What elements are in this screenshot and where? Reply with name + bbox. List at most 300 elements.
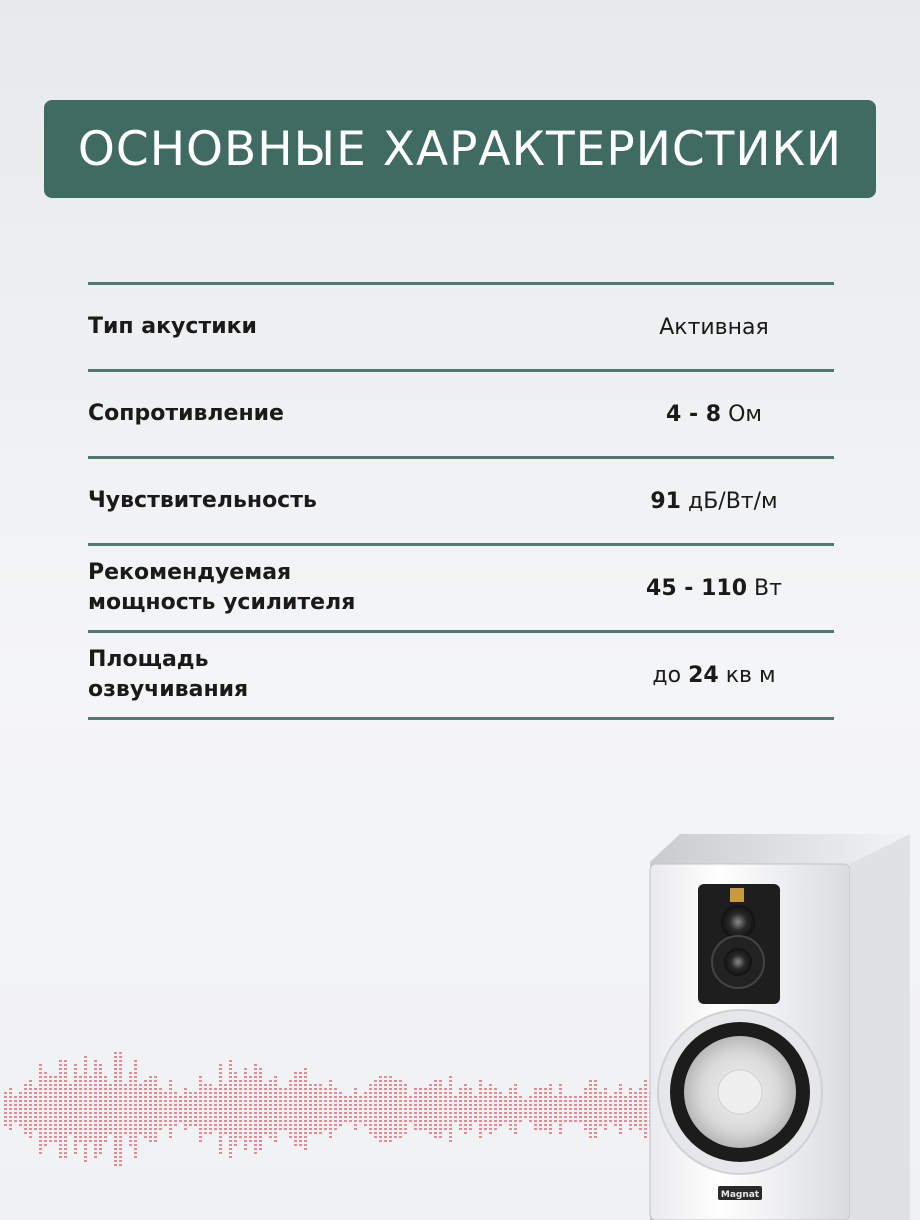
wave-dot: [99, 1108, 102, 1110]
wave-dot: [49, 1096, 52, 1098]
wave-dot: [529, 1104, 532, 1106]
wave-dot: [34, 1100, 37, 1102]
wave-dot: [619, 1084, 622, 1086]
wave-dot: [239, 1136, 242, 1138]
wave-dot: [229, 1060, 232, 1062]
wave-dot: [219, 1080, 222, 1082]
wave-dot: [179, 1120, 182, 1122]
wave-dot: [74, 1132, 77, 1134]
wave-dot: [629, 1104, 632, 1106]
wave-dot: [219, 1104, 222, 1106]
wave-dot: [199, 1104, 202, 1106]
wave-dot: [629, 1096, 632, 1098]
wave-dot: [229, 1076, 232, 1078]
wave-dot: [479, 1112, 482, 1114]
wave-dot: [369, 1084, 372, 1086]
wave-dot: [104, 1116, 107, 1118]
wave-dot: [394, 1120, 397, 1122]
wave-dot: [119, 1088, 122, 1090]
wave-dot: [24, 1088, 27, 1090]
wave-dot: [9, 1100, 12, 1102]
wave-dot: [254, 1152, 257, 1154]
wave-dot: [564, 1120, 567, 1122]
wave-dot: [229, 1112, 232, 1114]
wave-dot: [149, 1092, 152, 1094]
spec-value: [514, 402, 834, 427]
wave-dot: [304, 1112, 307, 1114]
wave-dot: [219, 1136, 222, 1138]
wave-dot: [429, 1132, 432, 1134]
wave-dot: [354, 1104, 357, 1106]
wave-dot: [34, 1088, 37, 1090]
wave-dot: [64, 1128, 67, 1130]
wave-dot: [509, 1092, 512, 1094]
wave-dot: [149, 1096, 152, 1098]
wave-dot: [169, 1084, 172, 1086]
wave-dot: [149, 1080, 152, 1082]
wave-dot: [199, 1116, 202, 1118]
wave-dot: [244, 1068, 247, 1070]
wave-dot: [224, 1100, 227, 1102]
wave-dot: [24, 1100, 27, 1102]
wave-dot: [39, 1092, 42, 1094]
wave-dot: [549, 1112, 552, 1114]
wave-dot: [539, 1128, 542, 1130]
wave-dot: [394, 1096, 397, 1098]
wave-dot: [179, 1116, 182, 1118]
wave-dot: [154, 1112, 157, 1114]
wave-dot: [299, 1116, 302, 1118]
wave-dot: [154, 1132, 157, 1134]
wave-dot: [284, 1120, 287, 1122]
wave-dot: [384, 1076, 387, 1078]
wave-dot: [439, 1096, 442, 1098]
wave-dot: [594, 1116, 597, 1118]
wave-dot: [389, 1088, 392, 1090]
wave-dot: [29, 1084, 32, 1086]
wave-dot: [54, 1132, 57, 1134]
wave-dot: [234, 1132, 237, 1134]
wave-dot: [569, 1116, 572, 1118]
wave-dot: [449, 1084, 452, 1086]
wave-dot: [489, 1124, 492, 1126]
wave-dot: [64, 1116, 67, 1118]
wave-dot: [529, 1108, 532, 1110]
wave-dot: [304, 1120, 307, 1122]
wave-dot: [294, 1132, 297, 1134]
wave-dot: [99, 1132, 102, 1134]
wave-dot: [249, 1076, 252, 1078]
wave-dot: [289, 1116, 292, 1118]
wave-dot: [244, 1136, 247, 1138]
wave-dot: [119, 1132, 122, 1134]
spec-table: [88, 282, 834, 720]
wave-dot: [269, 1120, 272, 1122]
wave-dot: [384, 1084, 387, 1086]
wave-dot: [9, 1092, 12, 1094]
wave-dot: [209, 1112, 212, 1114]
wave-dot: [489, 1120, 492, 1122]
wave-dot: [264, 1120, 267, 1122]
wave-dot: [404, 1108, 407, 1110]
wave-dot: [514, 1084, 517, 1086]
wave-dot: [419, 1104, 422, 1106]
wave-dot: [254, 1076, 257, 1078]
wave-dot: [144, 1096, 147, 1098]
wave-dot: [79, 1080, 82, 1082]
wave-dot: [234, 1124, 237, 1126]
wave-dot: [394, 1104, 397, 1106]
wave-dot: [444, 1128, 447, 1130]
wave-dot: [604, 1108, 607, 1110]
wave-dot: [309, 1108, 312, 1110]
wave-dot: [464, 1128, 467, 1130]
wave-dot: [509, 1116, 512, 1118]
wave-dot: [619, 1128, 622, 1130]
wave-dot: [484, 1128, 487, 1130]
wave-dot: [464, 1104, 467, 1106]
wave-dot: [309, 1132, 312, 1134]
wave-dot: [64, 1112, 67, 1114]
wave-dot: [634, 1104, 637, 1106]
wave-dot: [629, 1120, 632, 1122]
wave-dot: [104, 1128, 107, 1130]
wave-dot: [39, 1100, 42, 1102]
wave-dot: [294, 1112, 297, 1114]
wave-dot: [414, 1108, 417, 1110]
wave-dot: [294, 1084, 297, 1086]
wave-dot: [139, 1108, 142, 1110]
wave-dot: [44, 1088, 47, 1090]
wave-dot: [449, 1080, 452, 1082]
wave-dot: [304, 1128, 307, 1130]
spec-row-impedance: [88, 372, 834, 456]
wave-dot: [134, 1088, 137, 1090]
wave-dot: [219, 1152, 222, 1154]
wave-dot: [274, 1124, 277, 1126]
wave-dot: [254, 1112, 257, 1114]
wave-dot: [154, 1136, 157, 1138]
wave-dot: [444, 1088, 447, 1090]
wave-dot: [104, 1080, 107, 1082]
wave-dot: [224, 1120, 227, 1122]
wave-dot: [234, 1096, 237, 1098]
wave-dot: [324, 1116, 327, 1118]
wave-dot: [449, 1112, 452, 1114]
wave-dot: [484, 1100, 487, 1102]
wave-dot: [74, 1064, 77, 1066]
wave-dot: [129, 1072, 132, 1074]
wave-dot: [149, 1124, 152, 1126]
wave-dot: [384, 1132, 387, 1134]
wave-dot: [614, 1120, 617, 1122]
wave-dot: [189, 1100, 192, 1102]
wave-dot: [344, 1104, 347, 1106]
wave-dot: [354, 1088, 357, 1090]
wave-dot: [54, 1100, 57, 1102]
wave-dot: [619, 1120, 622, 1122]
wave-dot: [229, 1064, 232, 1066]
wave-dot: [394, 1080, 397, 1082]
wave-dot: [79, 1096, 82, 1098]
wave-dot: [599, 1120, 602, 1122]
wave-dot: [539, 1116, 542, 1118]
wave-dot: [169, 1088, 172, 1090]
wave-dot: [94, 1088, 97, 1090]
wave-dot: [109, 1096, 112, 1098]
wave-dot: [134, 1092, 137, 1094]
wave-dot: [464, 1088, 467, 1090]
wave-dot: [619, 1092, 622, 1094]
wave-dot: [49, 1100, 52, 1102]
wave-dot: [304, 1096, 307, 1098]
wave-dot: [464, 1132, 467, 1134]
wave-dot: [114, 1068, 117, 1070]
wave-dot: [79, 1076, 82, 1078]
wave-dot: [89, 1112, 92, 1114]
wave-dot: [599, 1096, 602, 1098]
wave-dot: [49, 1140, 52, 1142]
wave-dot: [379, 1112, 382, 1114]
wave-dot: [299, 1080, 302, 1082]
wave-dot: [94, 1060, 97, 1062]
wave-dot: [219, 1108, 222, 1110]
wave-dot: [59, 1060, 62, 1062]
wave-dot: [289, 1136, 292, 1138]
wave-dot: [489, 1116, 492, 1118]
wave-dot: [309, 1084, 312, 1086]
wave-dot: [109, 1124, 112, 1126]
wave-dot: [514, 1100, 517, 1102]
spec-label: Сопротивление: [88, 401, 284, 426]
wave-dot: [554, 1104, 557, 1106]
wave-dot: [419, 1108, 422, 1110]
wave-dot: [99, 1064, 102, 1066]
wave-dot: [394, 1128, 397, 1130]
wave-dot: [69, 1116, 72, 1118]
wave-dot: [494, 1112, 497, 1114]
wave-dot: [89, 1128, 92, 1130]
wave-dot: [349, 1112, 352, 1114]
wave-dot: [379, 1076, 382, 1078]
wave-dot: [449, 1076, 452, 1078]
wave-dot: [89, 1124, 92, 1126]
wave-dot: [154, 1140, 157, 1142]
wave-dot: [534, 1088, 537, 1090]
wave-dot: [94, 1148, 97, 1150]
wave-dot: [574, 1108, 577, 1110]
wave-dot: [524, 1108, 527, 1110]
wave-dot: [244, 1132, 247, 1134]
wave-dot: [259, 1104, 262, 1106]
wave-dot: [159, 1108, 162, 1110]
wave-dot: [429, 1088, 432, 1090]
wave-dot: [79, 1112, 82, 1114]
wave-dot: [259, 1092, 262, 1094]
wave-dot: [484, 1112, 487, 1114]
wave-dot: [469, 1116, 472, 1118]
wave-dot: [609, 1108, 612, 1110]
wave-dot: [119, 1076, 122, 1078]
wave-dot: [109, 1104, 112, 1106]
wave-dot: [469, 1108, 472, 1110]
wave-dot: [49, 1084, 52, 1086]
wave-dot: [359, 1100, 362, 1102]
wave-dot: [4, 1096, 7, 1098]
wave-dot: [329, 1088, 332, 1090]
wave-dot: [579, 1096, 582, 1098]
wave-dot: [594, 1104, 597, 1106]
wave-dot: [294, 1124, 297, 1126]
wave-dot: [119, 1112, 122, 1114]
wave-dot: [144, 1136, 147, 1138]
wave-dot: [64, 1140, 67, 1142]
wave-dot: [29, 1100, 32, 1102]
wave-dot: [229, 1100, 232, 1102]
wave-dot: [269, 1136, 272, 1138]
wave-dot: [549, 1104, 552, 1106]
wave-dot: [79, 1124, 82, 1126]
wave-dot: [119, 1160, 122, 1162]
wave-dot: [84, 1096, 87, 1098]
wave-dot: [204, 1116, 207, 1118]
wave-dot: [214, 1088, 217, 1090]
wave-dot: [259, 1068, 262, 1070]
wave-dot: [99, 1084, 102, 1086]
wave-dot: [244, 1100, 247, 1102]
wave-dot: [394, 1088, 397, 1090]
wave-dot: [29, 1128, 32, 1130]
wave-dot: [514, 1108, 517, 1110]
wave-dot: [59, 1116, 62, 1118]
wave-dot: [329, 1112, 332, 1114]
wave-dot: [554, 1100, 557, 1102]
wave-dot: [614, 1116, 617, 1118]
wave-dot: [29, 1088, 32, 1090]
wave-dot: [64, 1096, 67, 1098]
wave-dot: [359, 1104, 362, 1106]
wave-dot: [224, 1096, 227, 1098]
wave-dot: [204, 1112, 207, 1114]
wave-dot: [319, 1124, 322, 1126]
wave-dot: [624, 1108, 627, 1110]
wave-dot: [64, 1064, 67, 1066]
wave-dot: [394, 1136, 397, 1138]
wave-dot: [334, 1128, 337, 1130]
wave-dot: [269, 1128, 272, 1130]
wave-dot: [239, 1108, 242, 1110]
wave-dot: [399, 1092, 402, 1094]
wave-dot: [259, 1088, 262, 1090]
wave-dot: [209, 1092, 212, 1094]
wave-dot: [399, 1084, 402, 1086]
wave-dot: [39, 1108, 42, 1110]
wave-dot: [579, 1120, 582, 1122]
wave-dot: [394, 1092, 397, 1094]
wave-dot: [499, 1100, 502, 1102]
wave-dot: [584, 1116, 587, 1118]
wave-dot: [604, 1096, 607, 1098]
wave-dot: [169, 1108, 172, 1110]
wave-dot: [114, 1052, 117, 1054]
wave-dot: [359, 1096, 362, 1098]
wave-dot: [569, 1120, 572, 1122]
wave-dot: [589, 1092, 592, 1094]
wave-dot: [374, 1128, 377, 1130]
wave-dot: [524, 1116, 527, 1118]
wave-dot: [79, 1136, 82, 1138]
wave-dot: [229, 1096, 232, 1098]
wave-dot: [529, 1120, 532, 1122]
wave-dot: [489, 1092, 492, 1094]
wave-dot: [479, 1120, 482, 1122]
wave-dot: [184, 1100, 187, 1102]
wave-dot: [94, 1144, 97, 1146]
wave-dot: [64, 1076, 67, 1078]
wave-dot: [64, 1136, 67, 1138]
wave-dot: [114, 1104, 117, 1106]
wave-dot: [404, 1128, 407, 1130]
wave-dot: [589, 1084, 592, 1086]
wave-dot: [524, 1104, 527, 1106]
wave-dot: [334, 1108, 337, 1110]
wave-dot: [354, 1116, 357, 1118]
wave-dot: [64, 1108, 67, 1110]
wave-dot: [384, 1128, 387, 1130]
wave-dot: [279, 1124, 282, 1126]
wave-dot: [429, 1116, 432, 1118]
wave-dot: [459, 1100, 462, 1102]
wave-dot: [139, 1104, 142, 1106]
wave-dot: [84, 1056, 87, 1058]
wave-dot: [399, 1132, 402, 1134]
wave-dot: [274, 1108, 277, 1110]
wave-dot: [209, 1124, 212, 1126]
wave-dot: [9, 1104, 12, 1106]
wave-dot: [354, 1092, 357, 1094]
wave-dot: [44, 1124, 47, 1126]
wave-dot: [114, 1088, 117, 1090]
wave-dot: [84, 1104, 87, 1106]
wave-dot: [539, 1092, 542, 1094]
wave-dot: [589, 1096, 592, 1098]
wave-dot: [149, 1084, 152, 1086]
wave-dot: [304, 1104, 307, 1106]
wave-dot: [244, 1112, 247, 1114]
wave-dot: [439, 1128, 442, 1130]
wave-dot: [219, 1128, 222, 1130]
wave-dot: [234, 1144, 237, 1146]
wave-dot: [219, 1072, 222, 1074]
wave-dot: [514, 1112, 517, 1114]
wave-dot: [49, 1080, 52, 1082]
spec-value-number: 45 - 110: [646, 575, 748, 601]
wave-dot: [619, 1100, 622, 1102]
wave-dot: [269, 1124, 272, 1126]
wave-dot: [479, 1116, 482, 1118]
wave-dot: [104, 1088, 107, 1090]
wave-dot: [399, 1096, 402, 1098]
wave-dot: [59, 1140, 62, 1142]
wave-dot: [544, 1096, 547, 1098]
title-banner: [44, 100, 876, 198]
wave-dot: [94, 1124, 97, 1126]
wave-dot: [429, 1104, 432, 1106]
wave-dot: [544, 1108, 547, 1110]
wave-dot: [174, 1100, 177, 1102]
wave-dot: [629, 1112, 632, 1114]
wave-dot: [129, 1100, 132, 1102]
